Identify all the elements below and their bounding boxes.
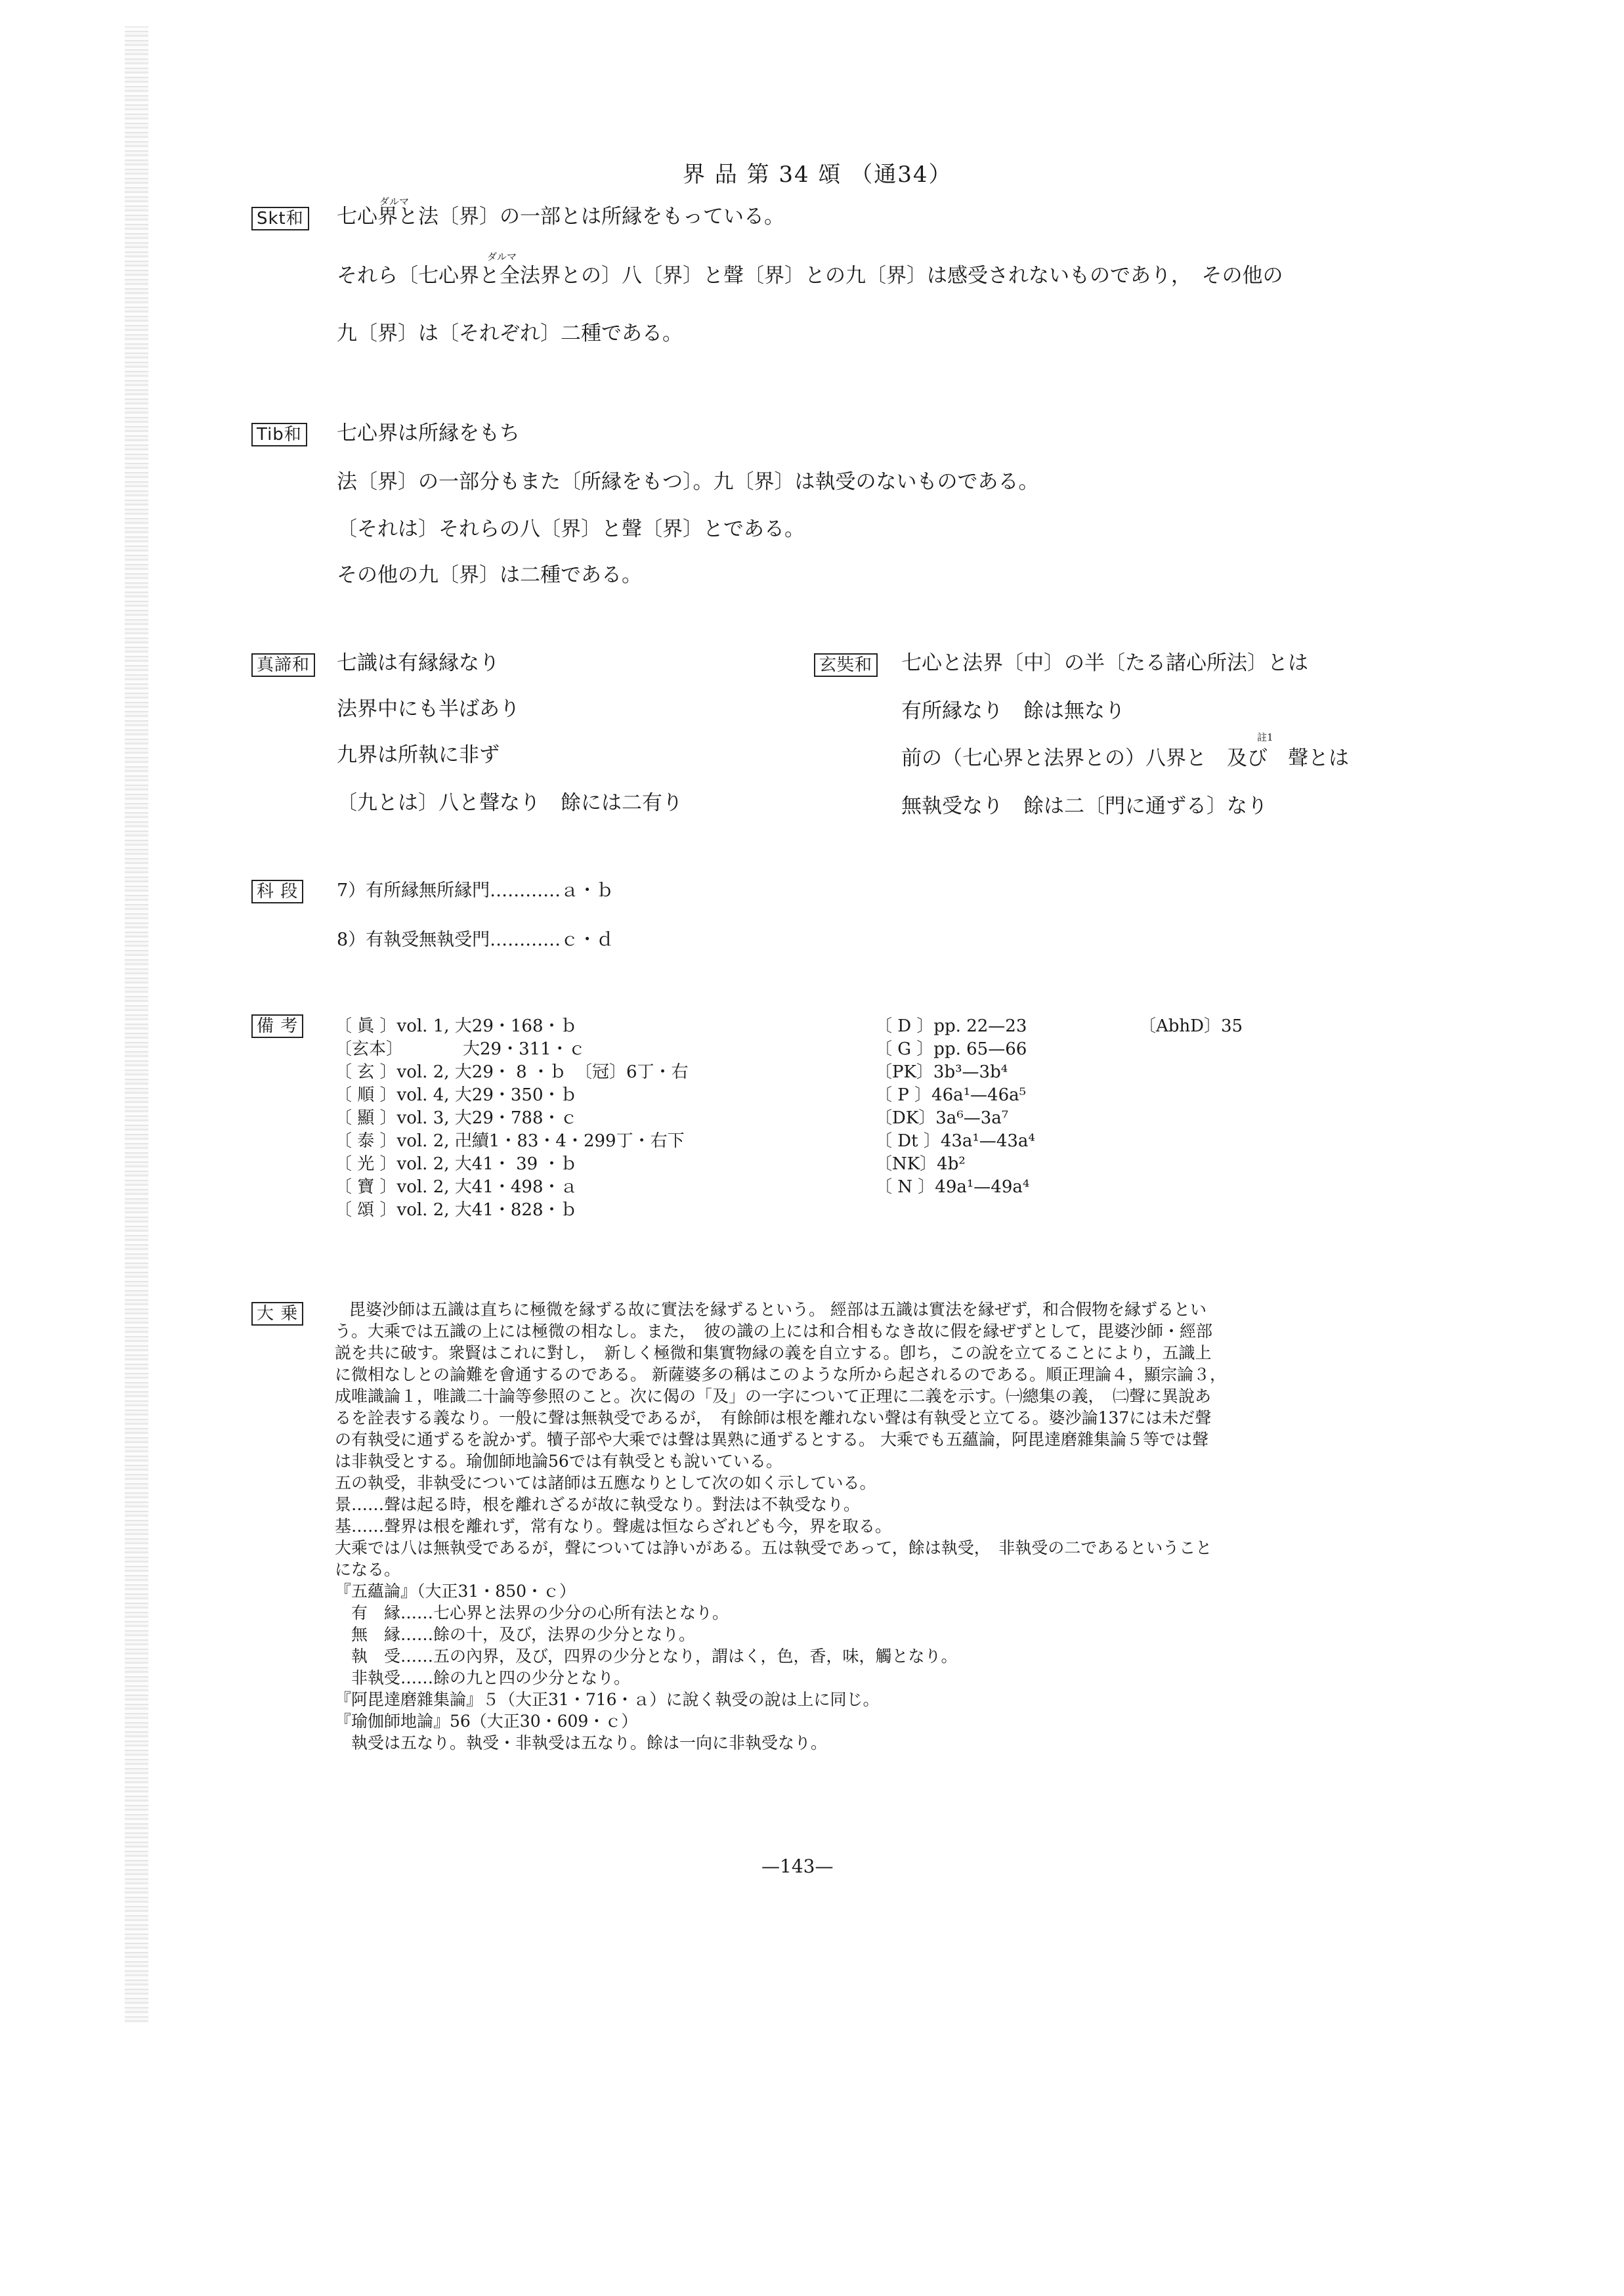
ref-right-2: 〔 G 〕pp. 65—66	[875, 1039, 1027, 1059]
daijo-line: 基……聲界は根を離れず，常有なり。聲處は恒ならざれども今，界を取る。	[335, 1517, 892, 1536]
ref-right-6: 〔 Dt 〕43a¹—43a⁴	[875, 1131, 1035, 1151]
tib-line-4: その他の九〔界〕は二種である。	[337, 563, 642, 587]
daijo-line: 非執受……餘の九と四の少分となり。	[335, 1668, 631, 1687]
label-biko: 備 考	[251, 1014, 303, 1038]
daijo-line: 有 縁……七心界と法界の少分の心所有法となり。	[335, 1603, 729, 1622]
ref-left-6: 〔 泰 〕vol. 2, 卍續1・83・4・299丁・右下	[335, 1131, 685, 1151]
paramartha-line-2: 法界中にも半ばあり	[337, 697, 520, 721]
daijo-line: 『瑜伽師地論』56（大正30・609・ｃ）	[335, 1712, 638, 1731]
ref-right-5: 〔DK〕3a⁶—3a⁷	[875, 1108, 1009, 1128]
daijo-line: になる。	[335, 1560, 401, 1579]
daijo-line: に微相なしとの論難を會通するのである。 新薩婆多の稱はこのような所から起されるのである。順正理論４，顯宗論３，	[335, 1365, 1226, 1384]
ref-left-7: 〔 光 〕vol. 2, 大41・ 39 ・ｂ	[335, 1154, 578, 1174]
daijo-line: 無 縁……餘の十，及び，法界の少分となり。	[335, 1625, 696, 1644]
ref-left-5: 〔 顯 〕vol. 3, 大29・788・ｃ	[335, 1108, 578, 1128]
paramartha-line-1: 七識は有縁縁なり	[337, 651, 500, 675]
daijo-line: 毘婆沙師は五識は直ちに極微を縁ずる故に實法を縁ずるという。 經部は五識は實法を縁ぜず，和合假物を縁ずるとい	[349, 1300, 1207, 1319]
label-kadan: 科 段	[251, 880, 303, 903]
paramartha-line-4: 〔九とは〕八と聲なり 餘には二有り	[337, 791, 683, 815]
daijo-line: 説を共に破す。衆賢はこれに對し， 新しく極微和集實物縁の義を自立する。卽ち，この說を立てることにより，五識上	[335, 1343, 1212, 1362]
ref-left-3: 〔 玄 〕vol. 2, 大29・ 8 ・ｂ 〔冠〕6丁・右	[335, 1062, 689, 1082]
daijo-line: るを詮表する義なり。一般に聲は無執受であるが， 有餘師は根を離れない聲は有執受と立てる。婆沙論137には未だ聲	[335, 1408, 1212, 1427]
label-daijo: 大 乗	[251, 1302, 303, 1326]
daijo-line: 大乘では八は無執受であるが，聲については諍いがある。五は執受であって，餘は執受， 非執受の二であるということ	[335, 1538, 1212, 1557]
daijo-body	[335, 1299, 1359, 1754]
ref-right-3: 〔PK〕3b³—3b⁴	[875, 1062, 1008, 1082]
daijo-line: は非執受とする。瑜伽師地論56では有執受とも說いている。	[335, 1452, 782, 1471]
daijo-line: 成唯識論１，唯識二十論等參照のこと。次に偈の「及」の一字について正理に二義を示す。㈠總集の義， ㈡聲に異說あ	[335, 1387, 1212, 1406]
skt-line-2: それら〔七心界と全法界との〕八〔界〕と聲〔界〕との九〔界〕は感受されないものであり， その他の	[337, 264, 1283, 288]
ref-left-2: 〔玄本〕 大29・311・ｃ	[335, 1039, 586, 1059]
xuanzang-line-1: 七心と法界〔中〕の半〔たる諸心所法〕とは	[901, 651, 1308, 675]
tib-line-2: 法〔界〕の一部分もまた〔所縁をもつ〕。九〔界〕は執受のないものである。	[337, 470, 1039, 494]
ref-left-1: 〔 眞 〕vol. 1, 大29・168・ｂ	[335, 1016, 578, 1036]
daijo-line: 執 受……五の內界，及び，四界の少分となり，謂はく，色，香，味，觸となり。	[335, 1647, 958, 1666]
daijo-line: 執受は五なり。執受・非執受は五なり。餘は一向に非執受なり。	[335, 1733, 828, 1752]
tib-line-3: 〔それは〕それらの八〔界〕と聲〔界〕とである。	[337, 517, 805, 541]
scan-edge-shading	[125, 26, 148, 2022]
label-tib: Tib和	[251, 423, 307, 446]
skt-line-3: 九〔界〕は〔それぞれ〕二種である。	[337, 322, 683, 345]
footnote-mark: 註1	[1257, 731, 1273, 743]
kadan-item-2: 8）有執受無執受門…………ｃ・ｄ	[337, 930, 614, 950]
xuanzang-line-2: 有所縁なり 餘は無なり	[901, 699, 1125, 723]
daijo-line: 五の執受，非執受については諸師は五應なりとして次の如く示している。	[335, 1473, 876, 1492]
daijo-line: 『五蘊論』（大正31・850・ｃ）	[335, 1582, 576, 1601]
skt-line-1: 七心界と法〔界〕の一部とは所縁をもっている。	[337, 205, 784, 228]
ref-right-8: 〔 N 〕49a¹—49a⁴	[875, 1177, 1030, 1197]
ruby-dharma-2: ダルマ	[487, 251, 517, 263]
daijo-line: う。大乘では五識の上には極微の相なし。また， 彼の識の上には和合相もなき故に假を縁ぜずとして，毘婆沙師・經部	[335, 1322, 1213, 1341]
tib-line-1: 七心界は所縁をもち	[337, 422, 520, 445]
ref-abhd: 〔AbhD〕35	[1139, 1016, 1243, 1036]
xuanzang-line-3: 前の（七心界と法界との）八界と 及び 聲とは	[901, 747, 1349, 770]
xuanzang-line-4: 無執受なり 餘は二〔門に通ずる〕なり	[901, 794, 1268, 818]
paramartha-line-3: 九界は所執に非ず	[337, 743, 500, 767]
daijo-line: の有執受に通ずるを說かず。犢子部や大乘では聲は異熟に通ずるとする。 大乘でも五蘊論，阿毘達磨雜集論５等では聲	[335, 1430, 1208, 1449]
ref-right-7: 〔NK〕4b²	[875, 1154, 966, 1174]
kadan-item-1: 7）有所縁無所縁門…………ａ・ｂ	[337, 880, 614, 901]
ref-left-4: 〔 順 〕vol. 4, 大29・350・ｂ	[335, 1085, 578, 1105]
ref-left-9: 〔 頌 〕vol. 2, 大41・828・ｂ	[335, 1200, 578, 1220]
daijo-line: 『阿毘達磨雜集論』５（大正31・716・ａ）に說く執受の說は上に同じ。	[335, 1690, 880, 1709]
daijo-line: 景……聲は起る時，根を離れざるが故に執受なり。對法は不執受なり。	[335, 1495, 861, 1514]
page-number: —143—	[761, 1855, 834, 1877]
ruby-dharma: ダルマ	[379, 196, 410, 207]
ref-right-4: 〔 P 〕46a¹—46a⁵	[875, 1085, 1027, 1105]
label-paramartha: 真諦和	[251, 653, 315, 677]
ref-left-8: 〔 寶 〕vol. 2, 大41・498・ａ	[335, 1177, 578, 1197]
label-skt: Skt和	[251, 207, 309, 230]
ref-right-1: 〔 D 〕pp. 22—23	[875, 1016, 1027, 1036]
page-title: 界 品 第 34 頌 （通34）	[683, 162, 952, 188]
label-xuanzang: 玄奘和	[814, 653, 878, 677]
